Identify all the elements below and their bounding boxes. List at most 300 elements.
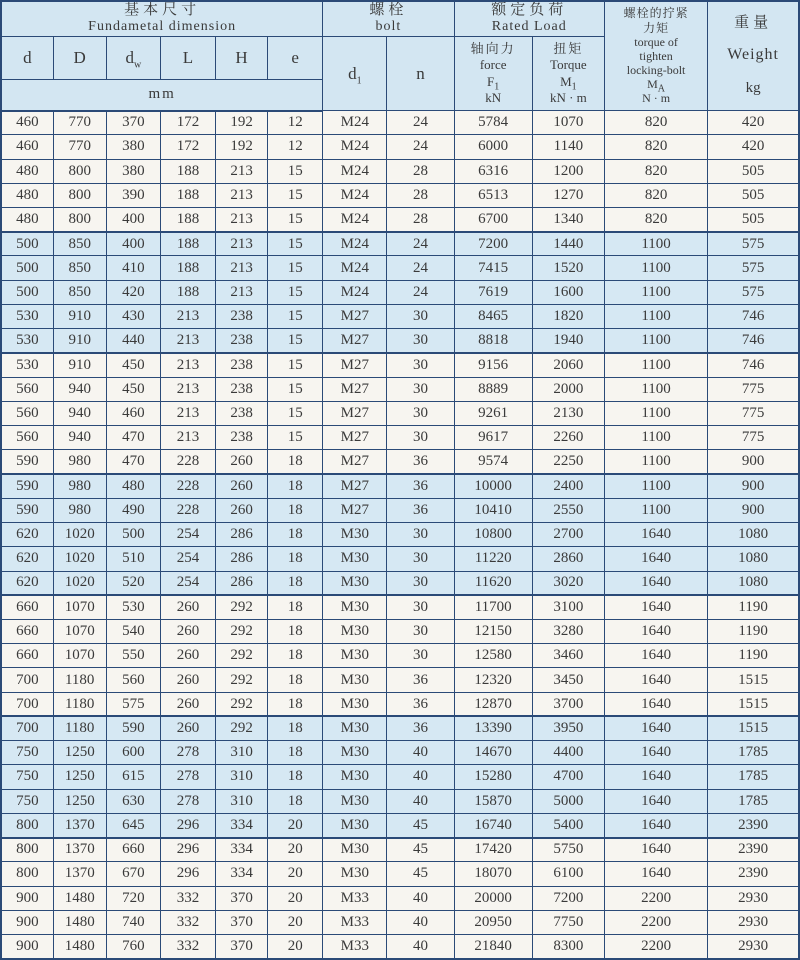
table-cell: 2250 bbox=[532, 450, 604, 474]
table-cell: 18 bbox=[268, 547, 323, 571]
table-cell: M27 bbox=[323, 353, 387, 377]
table-cell: 9261 bbox=[454, 401, 532, 425]
table-cell: 530 bbox=[106, 595, 160, 619]
table-cell: 28 bbox=[387, 183, 454, 207]
torque-symbol: $M_1$ bbox=[560, 73, 577, 93]
table-cell: 1640 bbox=[604, 862, 707, 886]
table-cell: 775 bbox=[708, 401, 799, 425]
table-cell: 192 bbox=[216, 111, 268, 135]
table-cell: 7750 bbox=[532, 910, 604, 934]
table-cell: 940 bbox=[53, 401, 106, 425]
table-cell: 575 bbox=[106, 692, 160, 716]
table-cell: M27 bbox=[323, 474, 387, 498]
table-cell: 746 bbox=[708, 353, 799, 377]
table-cell: 590 bbox=[1, 474, 53, 498]
table-cell: 188 bbox=[160, 207, 215, 231]
table-cell: M24 bbox=[323, 232, 387, 256]
table-cell: 900 bbox=[708, 474, 799, 498]
table-cell: 5400 bbox=[532, 813, 604, 837]
table-cell: 11700 bbox=[454, 595, 532, 619]
table-cell: 2930 bbox=[708, 935, 799, 959]
table-cell: 15 bbox=[268, 426, 323, 450]
table-cell: 1640 bbox=[604, 692, 707, 716]
table-cell: 2930 bbox=[708, 886, 799, 910]
table-cell: 1640 bbox=[604, 571, 707, 595]
table-row bbox=[1, 692, 799, 716]
force-symbol: $F_1$ bbox=[487, 73, 500, 93]
table-cell: M30 bbox=[323, 595, 387, 619]
table-cell: M27 bbox=[323, 329, 387, 353]
table-cell: 334 bbox=[216, 813, 268, 837]
table-cell: 900 bbox=[708, 498, 799, 522]
table-cell: 2200 bbox=[604, 886, 707, 910]
table-cell: 6513 bbox=[454, 183, 532, 207]
table-cell: 575 bbox=[708, 280, 799, 304]
table-cell: 645 bbox=[106, 813, 160, 837]
table-cell: 370 bbox=[216, 886, 268, 910]
table-cell: 260 bbox=[160, 644, 215, 668]
table-cell: M30 bbox=[323, 644, 387, 668]
table-cell: 3450 bbox=[532, 668, 604, 692]
table-cell: 1640 bbox=[604, 547, 707, 571]
table-cell: 800 bbox=[1, 838, 53, 862]
table-cell: 4400 bbox=[532, 741, 604, 765]
table-cell: 590 bbox=[1, 450, 53, 474]
table-cell: 30 bbox=[387, 377, 454, 401]
table-cell: 1640 bbox=[604, 619, 707, 643]
table-cell: 820 bbox=[604, 183, 707, 207]
table-cell: 20950 bbox=[454, 910, 532, 934]
table-cell: M30 bbox=[323, 668, 387, 692]
locking-en-line3: locking-bolt bbox=[626, 63, 686, 78]
table-cell: M33 bbox=[323, 910, 387, 934]
table-body bbox=[1, 111, 799, 959]
table-cell: 1190 bbox=[708, 619, 799, 643]
table-cell: 1100 bbox=[604, 256, 707, 280]
table-cell: 450 bbox=[106, 353, 160, 377]
table-cell: 2390 bbox=[708, 838, 799, 862]
locking-zh-line2: 力矩 bbox=[643, 20, 670, 35]
table-cell: 1640 bbox=[604, 716, 707, 740]
table-cell: 400 bbox=[106, 232, 160, 256]
table-cell: 620 bbox=[1, 547, 53, 571]
table-cell: 18 bbox=[268, 765, 323, 789]
table-cell: 188 bbox=[160, 183, 215, 207]
table-cell: 590 bbox=[1, 498, 53, 522]
fundamental-dimension-zh: 基本尺寸 bbox=[124, 2, 201, 18]
table-cell: 10000 bbox=[454, 474, 532, 498]
table-cell: 6700 bbox=[454, 207, 532, 231]
table-cell: M24 bbox=[323, 183, 387, 207]
table-cell: 3280 bbox=[532, 619, 604, 643]
table-cell: 1020 bbox=[53, 523, 106, 547]
table-cell: 228 bbox=[160, 474, 215, 498]
table-cell: 1640 bbox=[604, 644, 707, 668]
table-cell: 480 bbox=[106, 474, 160, 498]
table-cell: 260 bbox=[160, 692, 215, 716]
table-cell: 1515 bbox=[708, 692, 799, 716]
table-cell: 8889 bbox=[454, 377, 532, 401]
table-cell: 550 bbox=[106, 644, 160, 668]
table-cell: 575 bbox=[708, 256, 799, 280]
table-cell: 2260 bbox=[532, 426, 604, 450]
table-cell: 292 bbox=[216, 595, 268, 619]
header-rated-load bbox=[454, 1, 604, 37]
table-cell: 530 bbox=[1, 304, 53, 328]
table-cell: 6316 bbox=[454, 159, 532, 183]
table-cell: 18 bbox=[268, 668, 323, 692]
table-cell: 1100 bbox=[604, 232, 707, 256]
torque-unit: kN · m bbox=[549, 89, 587, 105]
table-cell: 1480 bbox=[53, 886, 106, 910]
table-cell: 2390 bbox=[708, 862, 799, 886]
table-cell: 6100 bbox=[532, 862, 604, 886]
table-cell: 1440 bbox=[532, 232, 604, 256]
table-cell: 1080 bbox=[708, 571, 799, 595]
table-cell: 12 bbox=[268, 111, 323, 135]
table-cell: 820 bbox=[604, 159, 707, 183]
table-cell: 15280 bbox=[454, 765, 532, 789]
table-cell: 1640 bbox=[604, 595, 707, 619]
table-cell: 238 bbox=[216, 353, 268, 377]
table-cell: 8465 bbox=[454, 304, 532, 328]
table-cell: M30 bbox=[323, 619, 387, 643]
table-cell: 20000 bbox=[454, 886, 532, 910]
table-cell: 560 bbox=[1, 401, 53, 425]
table-row bbox=[1, 329, 799, 353]
table-cell: 40 bbox=[387, 741, 454, 765]
table-cell: M30 bbox=[323, 813, 387, 837]
locking-symbol: $M_A$ bbox=[647, 77, 666, 95]
table-cell: 15 bbox=[268, 159, 323, 183]
table-row bbox=[1, 426, 799, 450]
table-cell: 7200 bbox=[454, 232, 532, 256]
table-cell: 400 bbox=[106, 207, 160, 231]
table-cell: 505 bbox=[708, 207, 799, 231]
table-cell: M27 bbox=[323, 426, 387, 450]
table-cell: 16740 bbox=[454, 813, 532, 837]
table-cell: 900 bbox=[1, 935, 53, 959]
table-cell: 7415 bbox=[454, 256, 532, 280]
table-cell: 2000 bbox=[532, 377, 604, 401]
table-row bbox=[1, 789, 799, 813]
table-cell: 213 bbox=[216, 280, 268, 304]
table-cell: 530 bbox=[1, 329, 53, 353]
table-cell: 15 bbox=[268, 232, 323, 256]
table-cell: 800 bbox=[53, 159, 106, 183]
table-cell: 286 bbox=[216, 547, 268, 571]
table-row bbox=[1, 474, 799, 498]
table-cell: 1070 bbox=[532, 111, 604, 135]
table-cell: 292 bbox=[216, 619, 268, 643]
table-cell: 12150 bbox=[454, 619, 532, 643]
table-row bbox=[1, 813, 799, 837]
table-cell: 420 bbox=[106, 280, 160, 304]
table-cell: 470 bbox=[106, 426, 160, 450]
table-cell: M27 bbox=[323, 377, 387, 401]
rated-load-zh: 额定负荷 bbox=[491, 2, 568, 18]
table-cell: 18 bbox=[268, 716, 323, 740]
table-row bbox=[1, 644, 799, 668]
table-cell: 30 bbox=[387, 304, 454, 328]
table-cell: 1100 bbox=[604, 329, 707, 353]
force-zh: 轴向力 bbox=[470, 41, 516, 57]
table-cell: 620 bbox=[1, 571, 53, 595]
table-cell: 850 bbox=[53, 280, 106, 304]
table-cell: 1640 bbox=[604, 765, 707, 789]
table-cell: 460 bbox=[1, 135, 53, 159]
table-cell: 480 bbox=[1, 207, 53, 231]
table-row bbox=[1, 838, 799, 862]
table-cell: 1640 bbox=[604, 813, 707, 837]
table-cell: 12870 bbox=[454, 692, 532, 716]
col-header-d: d bbox=[1, 37, 53, 80]
table-cell: 1020 bbox=[53, 547, 106, 571]
table-cell: 1020 bbox=[53, 571, 106, 595]
table-cell: 15 bbox=[268, 183, 323, 207]
table-cell: 18 bbox=[268, 474, 323, 498]
table-cell: 746 bbox=[708, 304, 799, 328]
table-cell: M24 bbox=[323, 207, 387, 231]
weight-zh: 重量 bbox=[734, 14, 773, 31]
table-cell: 36 bbox=[387, 716, 454, 740]
table-cell: 670 bbox=[106, 862, 160, 886]
table-cell: 980 bbox=[53, 450, 106, 474]
table-cell: 334 bbox=[216, 862, 268, 886]
table-cell: M30 bbox=[323, 789, 387, 813]
table-cell: 12580 bbox=[454, 644, 532, 668]
table-cell: 7200 bbox=[532, 886, 604, 910]
table-cell: 30 bbox=[387, 401, 454, 425]
table-cell: 660 bbox=[1, 619, 53, 643]
table-cell: 1140 bbox=[532, 135, 604, 159]
table-cell: 12320 bbox=[454, 668, 532, 692]
table-row bbox=[1, 619, 799, 643]
table-cell: 750 bbox=[1, 741, 53, 765]
table-cell: 30 bbox=[387, 547, 454, 571]
table-cell: 850 bbox=[53, 256, 106, 280]
table-cell: 620 bbox=[1, 523, 53, 547]
table-cell: 28 bbox=[387, 207, 454, 231]
table-cell: 8300 bbox=[532, 935, 604, 959]
table-cell: 700 bbox=[1, 716, 53, 740]
table-cell: 1080 bbox=[708, 547, 799, 571]
table-row bbox=[1, 450, 799, 474]
table-cell: 480 bbox=[1, 183, 53, 207]
table-cell: 505 bbox=[708, 183, 799, 207]
table-row bbox=[1, 595, 799, 619]
table-cell: 260 bbox=[216, 450, 268, 474]
table-cell: 1100 bbox=[604, 401, 707, 425]
table-cell: 18 bbox=[268, 741, 323, 765]
mm-unit-cell: mm bbox=[1, 80, 323, 111]
locking-zh-line1: 螺栓的拧紧 bbox=[623, 6, 689, 21]
table-cell: 9156 bbox=[454, 353, 532, 377]
table-cell: 20 bbox=[268, 886, 323, 910]
table-cell: 1480 bbox=[53, 910, 106, 934]
table-cell: 310 bbox=[216, 741, 268, 765]
table-cell: M30 bbox=[323, 716, 387, 740]
table-cell: 460 bbox=[106, 401, 160, 425]
table-cell: 45 bbox=[387, 862, 454, 886]
table-cell: 2200 bbox=[604, 935, 707, 959]
header-locking-torque bbox=[604, 1, 707, 111]
table-cell: 3700 bbox=[532, 692, 604, 716]
col-header-dw: $d_w$ bbox=[106, 37, 160, 80]
table-cell: M27 bbox=[323, 450, 387, 474]
table-cell: 940 bbox=[53, 377, 106, 401]
table-cell: 720 bbox=[106, 886, 160, 910]
table-cell: 775 bbox=[708, 426, 799, 450]
table-cell: 213 bbox=[160, 426, 215, 450]
table-cell: 1100 bbox=[604, 353, 707, 377]
table-cell: 1370 bbox=[53, 838, 106, 862]
table-row bbox=[1, 910, 799, 934]
table-cell: 238 bbox=[216, 304, 268, 328]
table-cell: 700 bbox=[1, 692, 53, 716]
table-cell: 590 bbox=[106, 716, 160, 740]
table-cell: 30 bbox=[387, 426, 454, 450]
table-cell: 310 bbox=[216, 789, 268, 813]
table-cell: 36 bbox=[387, 692, 454, 716]
table-cell: 18 bbox=[268, 571, 323, 595]
table-cell: 20 bbox=[268, 838, 323, 862]
table-cell: 1515 bbox=[708, 668, 799, 692]
table-cell: 380 bbox=[106, 159, 160, 183]
bolt-zh: 螺栓 bbox=[369, 2, 408, 18]
table-cell: 334 bbox=[216, 838, 268, 862]
table-row bbox=[1, 280, 799, 304]
table-cell: 510 bbox=[106, 547, 160, 571]
table-cell: 36 bbox=[387, 450, 454, 474]
table-cell: 260 bbox=[160, 716, 215, 740]
header-bolt bbox=[323, 1, 454, 37]
table-cell: 332 bbox=[160, 910, 215, 934]
table-cell: 286 bbox=[216, 571, 268, 595]
table-cell: 30 bbox=[387, 644, 454, 668]
table-cell: 575 bbox=[708, 232, 799, 256]
table-cell: M24 bbox=[323, 111, 387, 135]
table-cell: M30 bbox=[323, 741, 387, 765]
table-cell: 3100 bbox=[532, 595, 604, 619]
table-cell: 370 bbox=[216, 935, 268, 959]
table-cell: 11620 bbox=[454, 571, 532, 595]
table-cell: 940 bbox=[53, 426, 106, 450]
col-header-d1: $d_1$ bbox=[323, 37, 387, 111]
table-row bbox=[1, 401, 799, 425]
table-cell: 1100 bbox=[604, 426, 707, 450]
table-cell: 800 bbox=[53, 207, 106, 231]
table-cell: 760 bbox=[106, 935, 160, 959]
table-header bbox=[1, 1, 799, 111]
col-header-L: L bbox=[160, 37, 215, 80]
table-cell: 18 bbox=[268, 619, 323, 643]
table-cell: M30 bbox=[323, 838, 387, 862]
table-cell: 615 bbox=[106, 765, 160, 789]
table-cell: 800 bbox=[1, 862, 53, 886]
table-cell: 18 bbox=[268, 644, 323, 668]
table-cell: 850 bbox=[53, 232, 106, 256]
table-cell: 15870 bbox=[454, 789, 532, 813]
table-cell: 332 bbox=[160, 935, 215, 959]
table-cell: 480 bbox=[1, 159, 53, 183]
col-header-n: n bbox=[387, 37, 454, 111]
table-cell: 500 bbox=[1, 280, 53, 304]
table-cell: 3020 bbox=[532, 571, 604, 595]
table-cell: 254 bbox=[160, 523, 215, 547]
table-cell: 213 bbox=[160, 329, 215, 353]
table-cell: 600 bbox=[106, 741, 160, 765]
table-cell: 228 bbox=[160, 498, 215, 522]
table-cell: 15 bbox=[268, 353, 323, 377]
table-cell: 450 bbox=[106, 377, 160, 401]
table-cell: 238 bbox=[216, 377, 268, 401]
weight-en: Weight bbox=[727, 46, 779, 64]
table-cell: M24 bbox=[323, 135, 387, 159]
table-cell: 2550 bbox=[532, 498, 604, 522]
force-en: force bbox=[479, 57, 507, 73]
table-cell: 292 bbox=[216, 692, 268, 716]
table-cell: 238 bbox=[216, 329, 268, 353]
table-cell: 36 bbox=[387, 668, 454, 692]
table-cell: M24 bbox=[323, 280, 387, 304]
table-cell: 770 bbox=[53, 111, 106, 135]
col-header-e: e bbox=[268, 37, 323, 80]
table-cell: 1180 bbox=[53, 716, 106, 740]
table-cell: 440 bbox=[106, 329, 160, 353]
table-cell: 213 bbox=[160, 377, 215, 401]
table-cell: 286 bbox=[216, 523, 268, 547]
table-cell: 296 bbox=[160, 813, 215, 837]
table-cell: 1270 bbox=[532, 183, 604, 207]
table-cell: 45 bbox=[387, 813, 454, 837]
table-cell: 20 bbox=[268, 935, 323, 959]
table-cell: M30 bbox=[323, 765, 387, 789]
header-group-row bbox=[1, 1, 799, 37]
table-cell: 213 bbox=[216, 207, 268, 231]
table-cell: 5750 bbox=[532, 838, 604, 862]
table-cell: 1940 bbox=[532, 329, 604, 353]
table-cell: 9617 bbox=[454, 426, 532, 450]
table-cell: M30 bbox=[323, 862, 387, 886]
table-cell: 1190 bbox=[708, 595, 799, 619]
table-cell: 560 bbox=[1, 377, 53, 401]
table-cell: 1250 bbox=[53, 789, 106, 813]
table-cell: 24 bbox=[387, 111, 454, 135]
table-cell: 20 bbox=[268, 862, 323, 886]
table-row bbox=[1, 111, 799, 135]
table-cell: 980 bbox=[53, 498, 106, 522]
col-header-H: H bbox=[216, 37, 268, 80]
table-cell: 18 bbox=[268, 498, 323, 522]
table-cell: 10410 bbox=[454, 498, 532, 522]
table-cell: 188 bbox=[160, 159, 215, 183]
table-row bbox=[1, 716, 799, 740]
table-cell: 254 bbox=[160, 571, 215, 595]
table-cell: 2860 bbox=[532, 547, 604, 571]
table-cell: 2130 bbox=[532, 401, 604, 425]
table-row bbox=[1, 547, 799, 571]
table-cell: 260 bbox=[216, 498, 268, 522]
table-cell: 390 bbox=[106, 183, 160, 207]
table-cell: 40 bbox=[387, 886, 454, 910]
locking-en-line2: tighten bbox=[639, 48, 673, 63]
table-cell: 1480 bbox=[53, 935, 106, 959]
table-cell: M27 bbox=[323, 498, 387, 522]
table-cell: 15 bbox=[268, 377, 323, 401]
table-cell: 18 bbox=[268, 523, 323, 547]
table-cell: 45 bbox=[387, 838, 454, 862]
